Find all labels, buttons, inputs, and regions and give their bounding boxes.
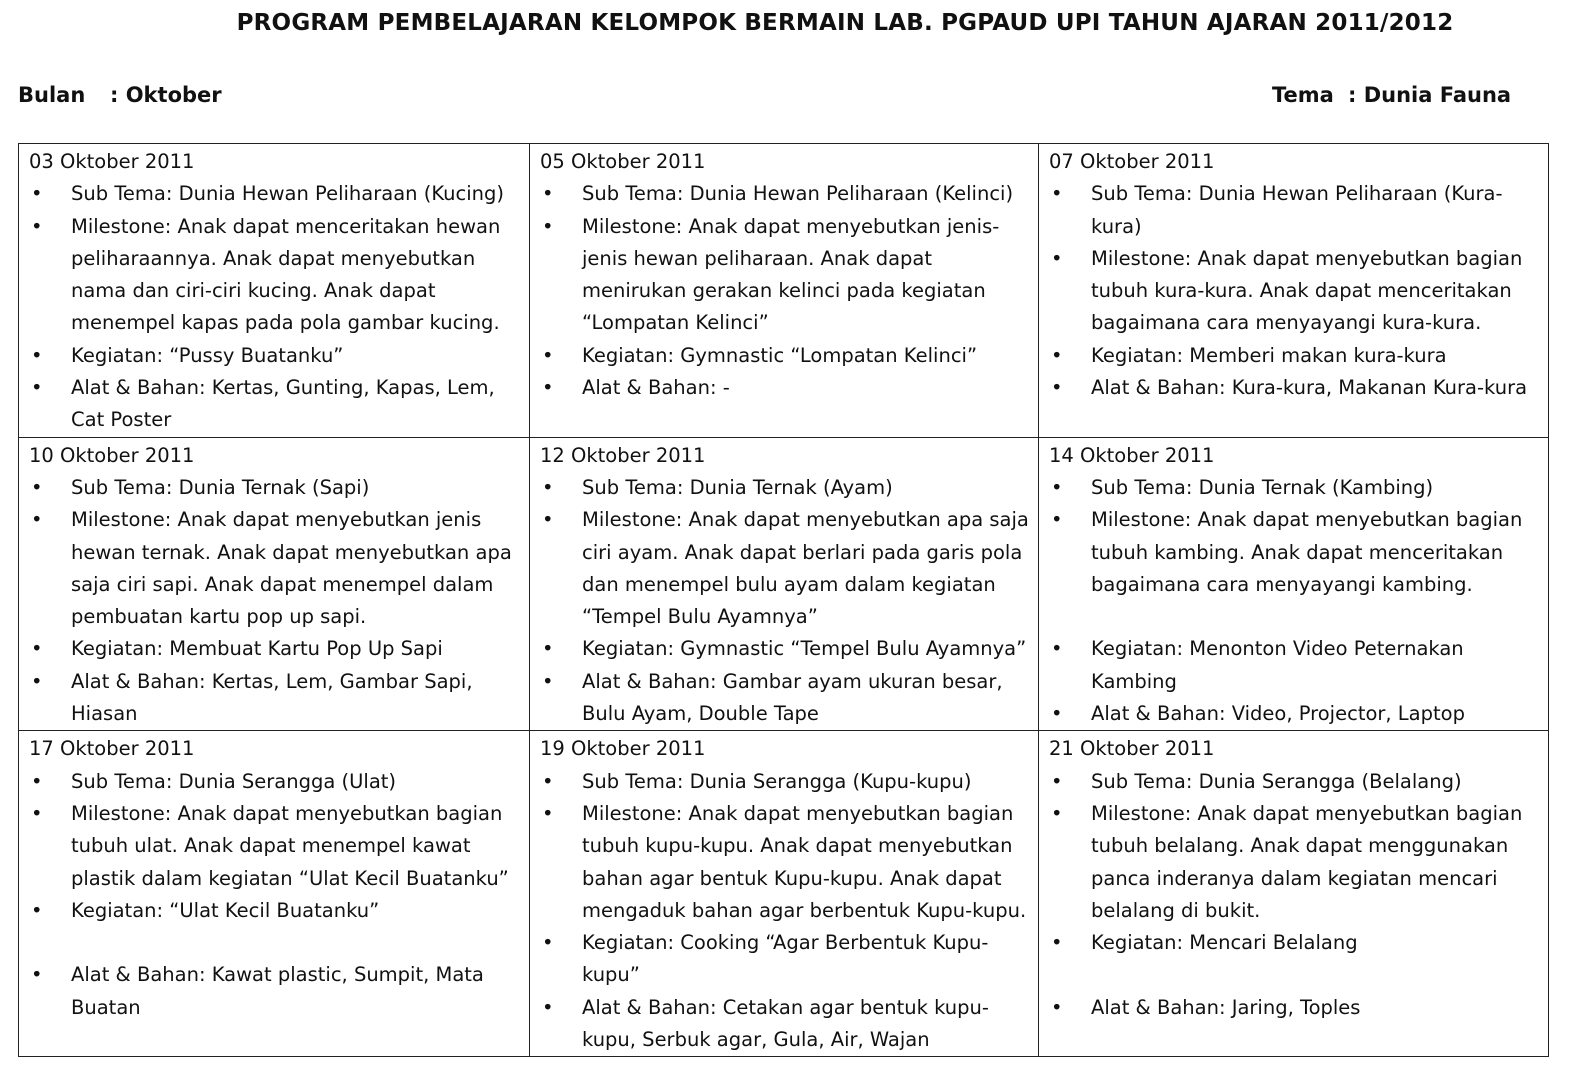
list-item-text: Sub Tema: Dunia Hewan Peliharaan (Kucing)	[71, 182, 504, 206]
activity-list	[1049, 766, 1542, 1024]
list-item-text: Alat & Bahan: Cetakan agar bentuk kupu-kupu, Serbuk agar, Gula, Air, Wajan	[582, 995, 989, 1052]
bullet-icon: •	[542, 801, 554, 825]
list-item	[540, 766, 1032, 798]
list-item	[29, 666, 523, 731]
list-item-text: Milestone: Anak dapat menyebutkan bagian tubuh kupu-kupu. Anak dapat menyebutkan bahan agar bentuk Kupu-kupu. Anak dapat mengaduk bahan agar berbentuk Kupu-kupu.	[582, 801, 1027, 922]
list-item-text: Kegiatan: “Ulat Kecil Buatanku”	[71, 898, 380, 922]
activity-list	[1049, 472, 1542, 730]
bullet-icon: •	[1051, 182, 1063, 206]
list-item-text: Milestone: Anak dapat menyebutkan bagian tubuh kambing. Anak dapat menceritakan bagaimana cara menyayangi kambing.	[1091, 508, 1523, 596]
month-field	[18, 83, 222, 107]
list-item	[1049, 243, 1542, 340]
bullet-icon: •	[31, 963, 43, 987]
day-cell	[530, 437, 1039, 731]
bullet-icon: •	[31, 376, 43, 400]
activity-list	[540, 472, 1032, 730]
day-date: 10 Oktober 2011	[29, 443, 195, 467]
list-item-text: Milestone: Anak dapat menyebutkan bagian tubuh ulat. Anak dapat menempel kawat plastik dalam kegiatan “Ulat Kecil Buatanku”	[71, 801, 509, 890]
bullet-icon: •	[542, 182, 554, 206]
bullet-icon: •	[542, 376, 554, 400]
day-date: 05 Oktober 2011	[540, 150, 706, 173]
list-item	[29, 504, 523, 633]
bullet-icon: •	[31, 343, 43, 367]
list-item	[540, 927, 1032, 992]
list-item-text: Alat & Bahan: Gambar ayam ukuran besar, Bulu Ayam, Double Tape	[582, 669, 1003, 726]
list-item-text: Alat & Bahan: Kertas, Lem, Gambar Sapi, Hiasan	[71, 669, 473, 726]
bullet-icon: •	[542, 637, 554, 661]
list-item	[540, 211, 1032, 340]
list-item-text: Kegiatan: Membuat Kartu Pop Up Sapi	[71, 637, 443, 661]
list-item-text: Milestone: Anak dapat menceritakan hewan peliharaannya. Anak dapat menyebutkan nama dan ciri-ciri kucing. Anak dapat menempel kapas pada pola gambar kucing.	[71, 214, 501, 335]
activity-list	[1049, 178, 1542, 404]
day-cell	[530, 144, 1039, 438]
day-cell	[530, 731, 1039, 1057]
list-item-text: Sub Tema: Dunia Ternak (Kambing)	[1091, 475, 1434, 499]
list-item	[1049, 766, 1542, 798]
schedule-table	[18, 143, 1549, 1057]
bullet-icon: •	[1051, 995, 1063, 1019]
bullet-icon: •	[31, 508, 43, 532]
day-date: 21 Oktober 2011	[1049, 737, 1215, 761]
bullet-icon: •	[31, 769, 43, 793]
bullet-icon: •	[31, 801, 43, 825]
day-cell	[19, 437, 530, 731]
list-item-text: Kegiatan: “Pussy Buatanku”	[71, 343, 344, 367]
list-item	[540, 340, 1032, 372]
activity-list	[540, 766, 1032, 1057]
list-item	[29, 633, 523, 665]
list-item	[29, 927, 523, 959]
bullet-icon: •	[1051, 769, 1063, 793]
list-item-text: Milestone: Anak dapat menyebutkan jenis hewan ternak. Anak dapat menyebutkan apa saja ciri sapi. Anak dapat menempel dalam pembuatan kartu pop up sapi.	[71, 508, 512, 629]
page-title: PROGRAM PEMBELAJARAN KELOMPOK BERMAIN LAB. PGPAUD UPI TAHUN AJARAN 2011/2012	[236, 10, 1454, 36]
bullet-icon: •	[1051, 376, 1063, 400]
list-item-text: Sub Tema: Dunia Serangga (Kupu-kupu)	[582, 769, 972, 793]
bullet-icon: •	[31, 214, 43, 238]
bullet-icon: •	[542, 214, 554, 238]
list-item	[1049, 472, 1542, 504]
list-item-text: Milestone: Anak dapat menyebutkan bagian tubuh belalang. Anak dapat menggunakan panca inderanya dalam kegiatan mencari belalang di bukit.	[1091, 801, 1523, 922]
list-item	[1049, 340, 1542, 372]
list-item	[1049, 992, 1542, 1024]
bullet-icon: •	[31, 898, 43, 922]
month-label: Bulan	[18, 83, 86, 107]
list-item	[540, 633, 1032, 665]
day-cell	[1039, 437, 1549, 731]
list-item	[540, 472, 1032, 504]
list-item-text: Sub Tema: Dunia Hewan Peliharaan (Kelinci)	[582, 182, 1014, 206]
day-date: 19 Oktober 2011	[540, 737, 706, 761]
theme-field	[1272, 83, 1511, 107]
list-item-text: Milestone: Anak dapat menyebutkan apa saja ciri ayam. Anak dapat berlari pada garis pola dan menempel bulu ayam dalam kegiatan “Tempel Bulu Ayamnya”	[582, 508, 1029, 629]
list-item-text: Alat & Bahan: Video, Projector, Laptop	[1091, 702, 1465, 726]
day-date: 14 Oktober 2011	[1049, 443, 1215, 467]
bullet-icon: •	[1051, 801, 1063, 825]
activity-list	[29, 472, 523, 730]
list-item-text: Alat & Bahan: Jaring, Toples	[1091, 995, 1361, 1019]
list-item-text: Sub Tema: Dunia Serangga (Belalang)	[1091, 769, 1462, 793]
bullet-icon: •	[1051, 475, 1063, 499]
bullet-icon: •	[542, 995, 554, 1019]
bullet-icon: •	[542, 769, 554, 793]
list-item-text: Milestone: Anak dapat menyebutkan jenis-jenis hewan peliharaan. Anak dapat menirukan gerakan kelinci pada kegiatan “Lompatan Kelinci”	[582, 214, 1000, 335]
list-item	[1049, 178, 1542, 243]
day-date: 12 Oktober 2011	[540, 443, 706, 467]
list-item	[540, 178, 1032, 210]
bullet-icon: •	[542, 508, 554, 532]
list-item-text: Milestone: Anak dapat menyebutkan bagian tubuh kura-kura. Anak dapat menceritakan bagaimana cara menyayangi kura-kura.	[1091, 246, 1523, 335]
activity-list	[540, 178, 1032, 404]
list-item	[1049, 698, 1542, 730]
bullet-icon: •	[1051, 246, 1063, 270]
list-item-text: Kegiatan: Gymnastic “Tempel Bulu Ayamnya”	[582, 637, 1027, 661]
list-item	[1049, 927, 1542, 959]
list-item	[540, 992, 1032, 1057]
bullet-icon: •	[542, 343, 554, 367]
list-item	[1049, 798, 1542, 927]
list-item	[29, 178, 523, 210]
day-date: 03 Oktober 2011	[29, 150, 195, 173]
list-item	[29, 340, 523, 372]
list-item	[29, 211, 523, 340]
list-item	[29, 895, 523, 927]
list-item	[1049, 959, 1542, 991]
bullet-icon: •	[31, 182, 43, 206]
list-item	[29, 959, 523, 1024]
list-item	[540, 504, 1032, 633]
list-item-text: Sub Tema: Dunia Hewan Peliharaan (Kura-kura)	[1091, 182, 1503, 238]
activity-list	[29, 178, 523, 436]
list-item	[1049, 633, 1542, 698]
list-item	[1049, 372, 1542, 404]
bullet-icon: •	[1051, 637, 1063, 661]
list-item	[540, 666, 1032, 731]
list-item-text: Alat & Bahan: Kura-kura, Makanan Kura-kura	[1091, 376, 1528, 400]
list-item-text: Alat & Bahan: Kertas, Gunting, Kapas, Lem, Cat Poster	[71, 376, 495, 432]
list-item-text: Kegiatan: Cooking “Agar Berbentuk Kupu-kupu”	[582, 931, 989, 987]
bullet-icon: •	[31, 475, 43, 499]
list-item	[29, 372, 523, 437]
day-cell	[1039, 144, 1549, 438]
list-item-text: Kegiatan: Menonton Video Peternakan Kambing	[1091, 637, 1464, 693]
list-item-text: Kegiatan: Memberi makan kura-kura	[1091, 343, 1447, 367]
day-date: 07 Oktober 2011	[1049, 150, 1215, 173]
month-value: : Oktober	[110, 83, 222, 107]
table-row	[19, 144, 1549, 438]
table-row	[19, 437, 1549, 731]
list-item-text: Kegiatan: Gymnastic “Lompatan Kelinci”	[582, 343, 978, 367]
list-item	[29, 472, 523, 504]
list-item	[540, 372, 1032, 404]
list-item	[29, 766, 523, 798]
bullet-icon: •	[542, 475, 554, 499]
day-cell	[19, 731, 530, 1057]
list-item-text: Sub Tema: Dunia Ternak (Ayam)	[582, 475, 893, 499]
list-item	[29, 798, 523, 895]
bullet-icon: •	[31, 669, 43, 693]
theme-value: : Dunia Fauna	[1348, 83, 1512, 107]
bullet-icon: •	[1051, 931, 1063, 955]
list-item	[1049, 601, 1542, 633]
bullet-icon: •	[542, 931, 554, 955]
list-item	[1049, 504, 1542, 601]
day-cell	[19, 144, 530, 438]
bullet-icon: •	[1051, 508, 1063, 532]
table-row	[19, 731, 1549, 1057]
list-item	[540, 798, 1032, 927]
activity-list	[29, 766, 523, 1024]
bullet-icon: •	[1051, 343, 1063, 367]
list-item-text: Kegiatan: Mencari Belalang	[1091, 931, 1358, 955]
bullet-icon: •	[1051, 702, 1063, 726]
day-cell	[1039, 731, 1549, 1057]
bullet-icon: •	[542, 669, 554, 693]
list-item-text: Sub Tema: Dunia Ternak (Sapi)	[71, 475, 370, 499]
day-date: 17 Oktober 2011	[29, 737, 195, 761]
theme-label: Tema	[1272, 83, 1334, 107]
list-item-text: Alat & Bahan: -	[582, 376, 730, 400]
list-item-text: Alat & Bahan: Kawat plastic, Sumpit, Mata Buatan	[71, 963, 484, 1019]
bullet-icon: •	[31, 637, 43, 661]
list-item-text: Sub Tema: Dunia Serangga (Ulat)	[71, 769, 397, 793]
